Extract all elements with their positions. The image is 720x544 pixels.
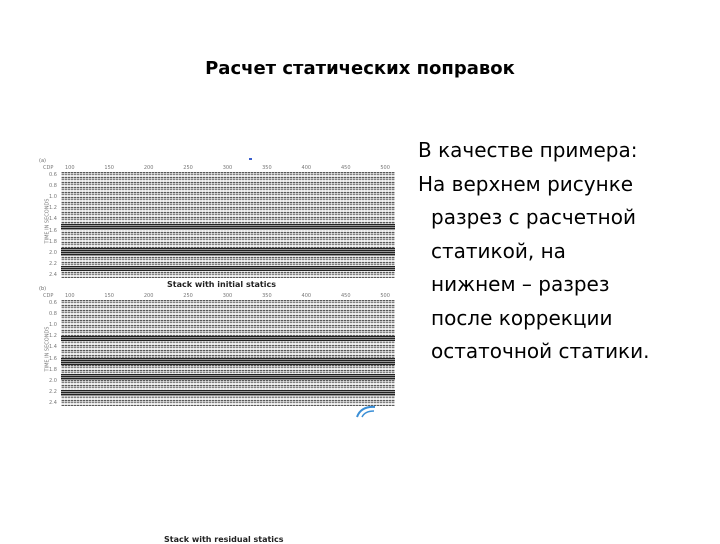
cdp-tick: 500 [380,293,390,299]
time-tick: 2.0 [49,249,57,256]
time-tick: 2.2 [49,388,57,395]
time-tick: 1.4 [49,344,57,351]
reflector-band [61,374,395,380]
reflector-band [61,336,395,341]
time-tick: 0.6 [49,300,57,306]
time-tick: 1.0 [49,194,57,201]
body-line: На верхнем рисунке [418,171,634,196]
cdp-label: CDP [43,165,54,171]
panel-letter: (b) [39,286,47,292]
time-tick: 2.4 [49,271,57,278]
body-line: после коррекции [431,305,613,330]
time-tick: 1.8 [49,238,57,245]
seismic-figure [37,158,395,544]
time-tick: 1.6 [49,227,57,234]
cdp-tick: 300 [222,165,233,171]
cdp-tick: 300 [222,293,233,299]
time-tick: 1.0 [49,322,57,329]
panel-caption: Stack with residual statics [164,535,284,544]
panel-letter: (a) [39,158,46,164]
cdp-tick: 200 [143,165,154,171]
cdp-tick: 400 [301,165,312,171]
time-ticks [49,300,57,406]
cdp-tick: 250 [183,165,193,171]
time-axis-title: TIME IN SECONDS [44,326,51,372]
time-tick: 0.8 [49,311,57,318]
reflector-band [61,224,395,230]
time-tick: 0.6 [49,172,57,178]
body-line: разрез с расчетной [431,205,636,229]
body-line: остаточной статики. [431,339,650,363]
cdp-tick: 150 [104,165,114,171]
time-axis-title: TIME IN SECONDS [44,198,51,244]
time-tick: 0.8 [49,183,57,190]
cdp-tick: 350 [262,165,272,171]
panel-caption: Stack with initial statics [167,280,276,289]
cdp-tick: 150 [104,293,114,299]
reflector-band [61,390,395,396]
slide-title: Расчет статических поправок [205,58,515,79]
seismic-section-image [61,300,395,406]
reflector-band [61,248,395,256]
reflector-band [61,266,395,271]
reflector-band [61,358,395,365]
seismic-section-image [61,172,395,278]
time-tick: 2.2 [49,260,57,267]
cdp-tick: 250 [183,293,193,299]
cdp-label: CDP [43,293,54,299]
body-line: нижнем – разрез [431,272,610,296]
time-ticks [49,172,57,278]
cdp-ticks [65,293,390,299]
cdp-tick: 500 [380,165,390,171]
publisher-logo-icon [355,404,377,418]
cdp-tick: 200 [143,293,154,299]
time-tick: 2.4 [49,399,57,406]
time-tick: 2.0 [49,377,57,384]
time-tick: 1.2 [49,205,57,212]
body-line: статикой, на [431,238,566,263]
slide-body-text [418,134,708,369]
time-tick: 1.2 [49,333,57,340]
cdp-tick: 100 [65,293,75,299]
cdp-tick: 100 [65,165,75,171]
body-line: В качестве примера: [418,138,638,162]
cdp-tick: 400 [301,293,312,299]
time-tick: 1.4 [49,216,57,223]
bottom-seismic-panel [37,286,395,544]
cdp-tick: 350 [262,293,272,299]
cdp-tick: 450 [340,293,351,299]
time-tick: 1.8 [49,366,57,373]
time-tick: 1.6 [49,355,57,362]
cdp-tick: 450 [340,165,351,171]
cdp-ticks [65,165,390,171]
top-seismic-panel [37,158,395,288]
